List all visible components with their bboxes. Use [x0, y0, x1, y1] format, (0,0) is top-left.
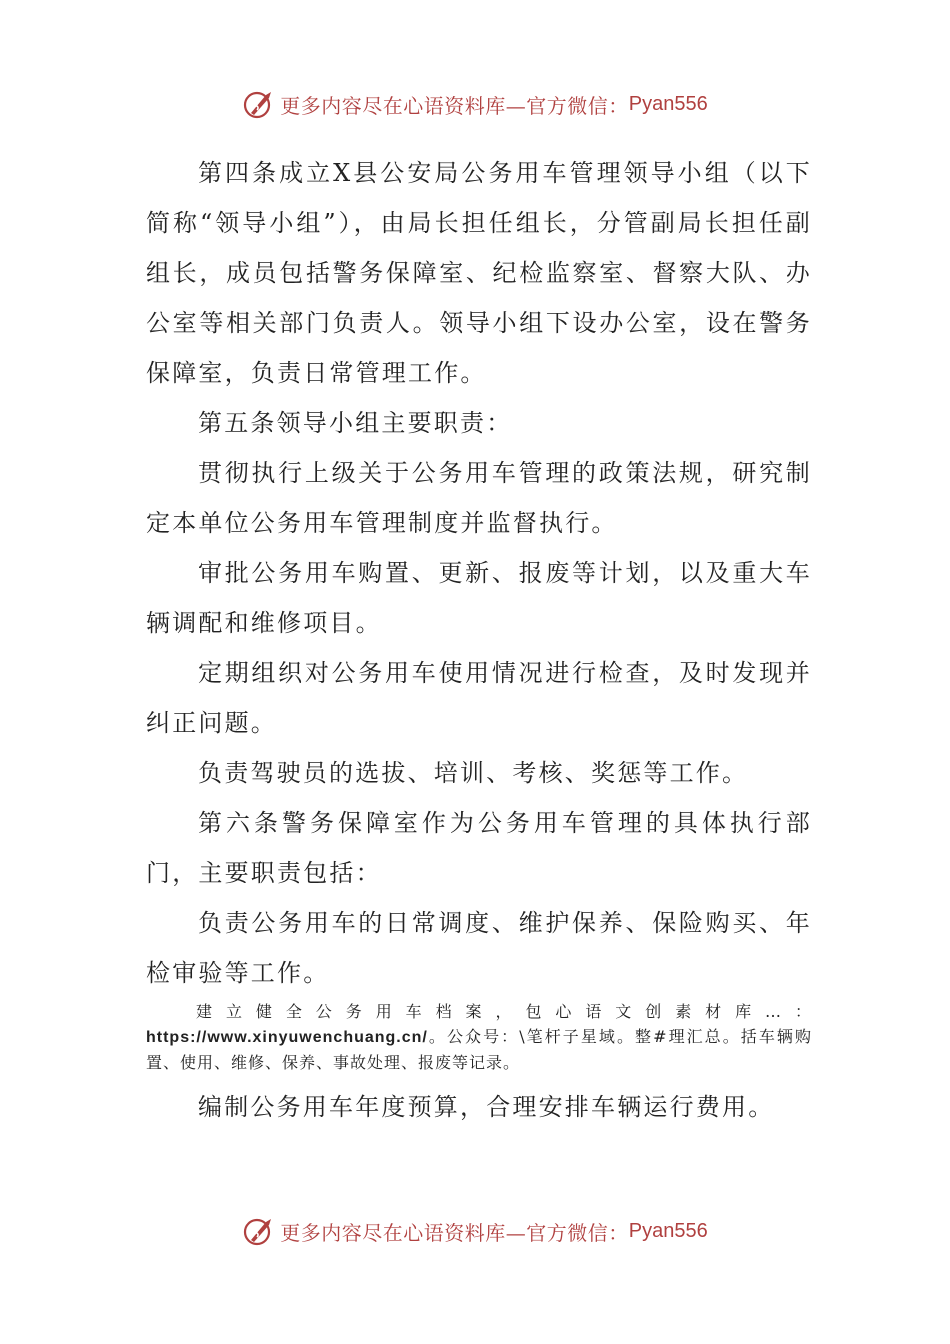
watermark-handle: Pyan556 [628, 92, 708, 115]
watermark-handle: Pyan556 [628, 1219, 708, 1242]
paragraph: 贯彻执行上级关于公务用车管理的政策法规，研究制定本单位公务用车管理制度并监督执行。 [146, 459, 812, 537]
paragraph: 第五条领导小组主要职责： [198, 409, 513, 437]
paragraph: 第四条成立X县公安局公务用车管理领导小组（以下简称“领导小组”），由局长担任组长，分管副局长担任副组长，成员包括警务保障室、纪检监察室、督察大队、办公室等相关部门负责人。领导小组下设办公室，设在警务保障室，负责日常管理工作。 [146, 159, 812, 387]
paragraph: 负责公务用车的日常调度、维护保养、保险购买、年检审验等工作。 [146, 909, 812, 987]
paragraph: 审批公务用车购置、更新、报废等计划，以及重大车辆调配和维修项目。 [146, 559, 812, 637]
paragraph: 编制公务用车年度预算，合理安排车辆运行费用。 [198, 1093, 775, 1121]
pen-nib-logo-icon [242, 87, 276, 121]
website-link[interactable]: https://www.xinyuwenchuang.cn/ [146, 1029, 428, 1046]
header-watermark [0, 84, 950, 124]
footer-watermark [0, 1211, 950, 1251]
small-paragraph-text: 建立健全公务用车档案，包心语文创素材库…： [196, 1002, 812, 1021]
watermark-text: 更多内容尽在心语资料库—官方微信： [280, 1220, 629, 1245]
paragraph: 负责驾驶员的选拔、培训、考核、奖惩等工作。 [198, 759, 749, 787]
watermark-text: 更多内容尽在心语资料库—官方微信： [280, 93, 629, 118]
document-body [146, 148, 812, 1132]
pen-nib-logo-icon [242, 1214, 276, 1248]
small-paragraph [146, 999, 812, 1075]
small-paragraph-text: 。公众号：\笔杆子星域。整#理汇总。括车辆购置、使用、维修、保养、事故处理、报废等记录。 [146, 1027, 812, 1072]
paragraph: 定期组织对公务用车使用情况进行检查，及时发现并纠正问题。 [146, 659, 812, 737]
paragraph: 第六条警务保障室作为公务用车管理的具体执行部门，主要职责包括： [146, 809, 812, 887]
